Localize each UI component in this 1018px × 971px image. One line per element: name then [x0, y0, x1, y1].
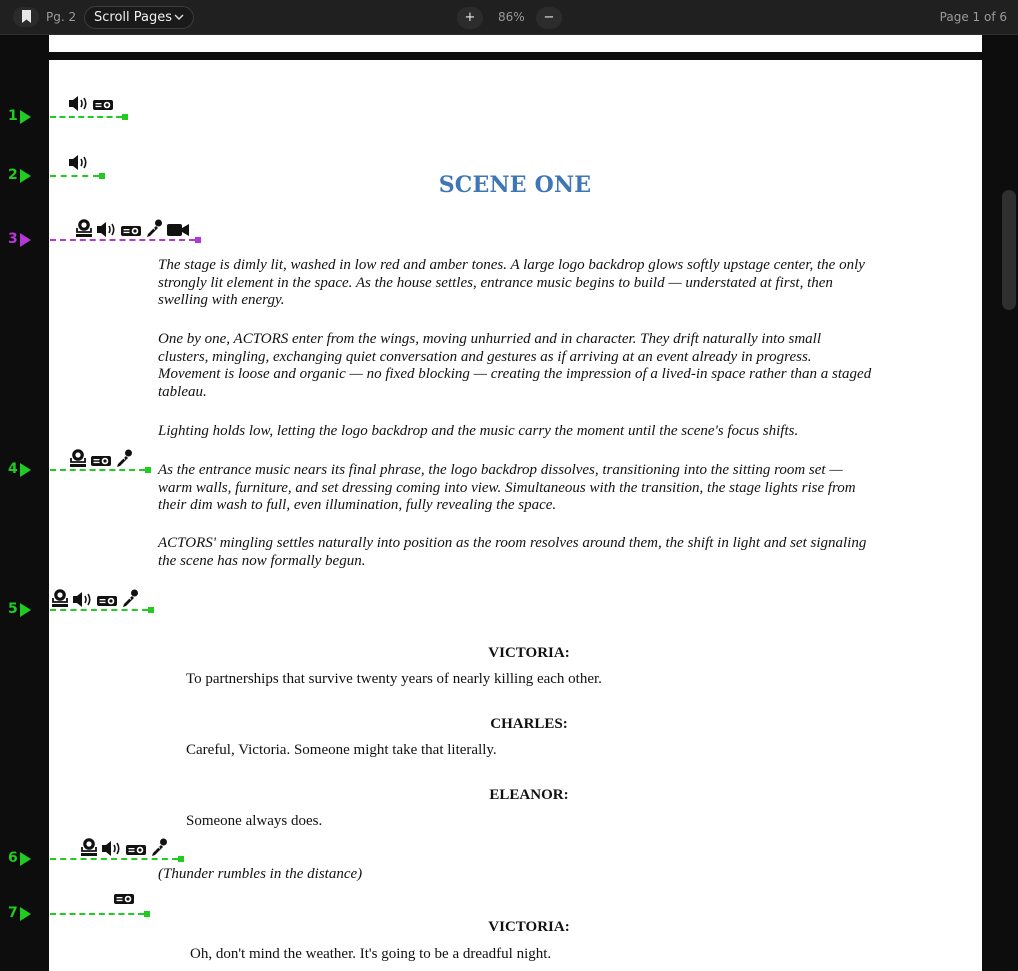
stage-note: (Thunder rumbles in the distance) — [158, 866, 363, 882]
projector-icon — [125, 843, 147, 857]
cue-number[interactable]: 6 — [8, 850, 18, 866]
dialogue-line: Oh, don't mind the weather. It's going to be a dreadful night. — [190, 946, 552, 962]
cue-line-handle[interactable] — [144, 911, 150, 917]
cue-number[interactable]: 3 — [8, 231, 18, 247]
view-mode-value: Scroll Pages — [94, 10, 173, 25]
cue-line[interactable] — [50, 239, 195, 241]
cue-icon-group[interactable] — [68, 95, 114, 112]
toolbar — [0, 0, 1018, 35]
microphone-icon — [149, 837, 169, 857]
cue-line-handle[interactable] — [195, 237, 201, 243]
stage-direction: Lighting holds low, letting the logo backdrop and the music carry the moment until the scene's focus shifts. — [158, 423, 799, 439]
stage-direction: One by one, ACTORS enter from the wings, moving unhurried and in character. They drift naturally into small clusters, mingling, exchanging quiet conversation and gestures as if arriving at an event already in progress. Movement is loose and organic — no fixed blocking — creating the impression of a lived-in space rather than a staged tableau. — [158, 331, 872, 400]
previous-page-edge — [49, 35, 982, 52]
dialogue-line: Careful, Victoria. Someone might take that literally. — [186, 742, 497, 758]
speaker-icon — [68, 154, 90, 171]
stage-direction: The stage is dimly lit, washed in low red and amber tones. A large logo backdrop glows softly upstage center, the only strongly lit element in the space. As the house settles, entrance music begins to build — understated at first, then swelling with energy. — [158, 257, 865, 309]
cue-icon-group[interactable] — [68, 154, 90, 171]
cue-line[interactable] — [50, 913, 144, 915]
projector-icon — [96, 594, 118, 608]
speaker-icon — [68, 95, 90, 112]
view-mode-select[interactable] — [84, 6, 194, 29]
current-page-label: Pg. 2 — [46, 10, 77, 24]
microphone-icon — [144, 218, 164, 238]
cue-line-handle[interactable] — [148, 607, 154, 613]
stage-direction: ACTORS' mingling settles naturally into position as the room resolves around them, the shift in light and set signaling the scene has now formally begun. — [158, 535, 867, 569]
cue-icon-group[interactable] — [113, 892, 135, 906]
cue-line[interactable] — [50, 609, 148, 611]
cue-line[interactable] — [50, 116, 122, 118]
moving-light-icon — [50, 588, 70, 608]
cue-number[interactable]: 7 — [8, 905, 18, 921]
chevron-down-icon — [174, 14, 184, 20]
cue-number[interactable]: 2 — [8, 167, 18, 183]
speaker-icon — [101, 840, 123, 857]
page-count: Page 1 of 6 — [939, 10, 1007, 24]
character-name: CHARLES: — [490, 716, 568, 732]
page-separator — [49, 52, 982, 60]
cue-number[interactable]: 1 — [8, 108, 18, 124]
cue-arrow-icon[interactable] — [20, 852, 31, 866]
character-name: ELEANOR: — [489, 787, 569, 803]
microphone-icon — [120, 588, 140, 608]
cue-icon-group[interactable] — [50, 588, 140, 608]
projector-icon — [113, 892, 135, 906]
video-camera-icon — [166, 222, 190, 238]
cue-icon-group[interactable] — [79, 837, 169, 857]
zoom-in-button[interactable]: + — [457, 7, 483, 29]
cue-icon-group[interactable] — [68, 448, 134, 468]
zoom-out-button[interactable]: − — [536, 7, 562, 29]
bookmark-icon — [22, 10, 31, 23]
cue-arrow-icon[interactable] — [20, 233, 31, 247]
scrollbar-thumb[interactable] — [1002, 190, 1016, 310]
cue-line[interactable] — [50, 469, 145, 471]
cue-arrow-icon[interactable] — [20, 110, 31, 124]
moving-light-icon — [79, 837, 99, 857]
cue-line-handle[interactable] — [122, 114, 128, 120]
cue-icon-group[interactable] — [74, 218, 190, 238]
cue-line-handle[interactable] — [145, 467, 151, 473]
speaker-icon — [72, 591, 94, 608]
cue-arrow-icon[interactable] — [20, 463, 31, 477]
bookmark-button[interactable] — [13, 7, 39, 27]
speaker-icon — [96, 221, 118, 238]
character-name: VICTORIA: — [488, 919, 570, 935]
character-name: VICTORIA: — [488, 645, 570, 661]
cue-line[interactable] — [50, 858, 178, 860]
projector-icon — [90, 454, 112, 468]
scene-title: SCENE ONE — [438, 172, 592, 198]
cue-arrow-icon[interactable] — [20, 603, 31, 617]
moving-light-icon — [74, 218, 94, 238]
cue-line-handle[interactable] — [178, 856, 184, 862]
projector-icon — [92, 98, 114, 112]
projector-icon — [120, 224, 142, 238]
cue-number[interactable]: 5 — [8, 601, 18, 617]
cue-number[interactable]: 4 — [8, 461, 18, 477]
dialogue-line: To partnerships that survive twenty years of nearly killing each other. — [186, 671, 602, 687]
zoom-level: 86% — [498, 10, 525, 24]
microphone-icon — [114, 448, 134, 468]
stage-direction: As the entrance music nears its final phrase, the logo backdrop dissolves, transitioning into the sitting room set — warm walls, furniture, and set dressing coming into view. Simultaneous with the transition, the stage lights rise from their dim wash to full, even illumination, fully revealing the space. — [158, 462, 856, 514]
moving-light-icon — [68, 448, 88, 468]
dialogue-line: Someone always does. — [186, 813, 323, 829]
